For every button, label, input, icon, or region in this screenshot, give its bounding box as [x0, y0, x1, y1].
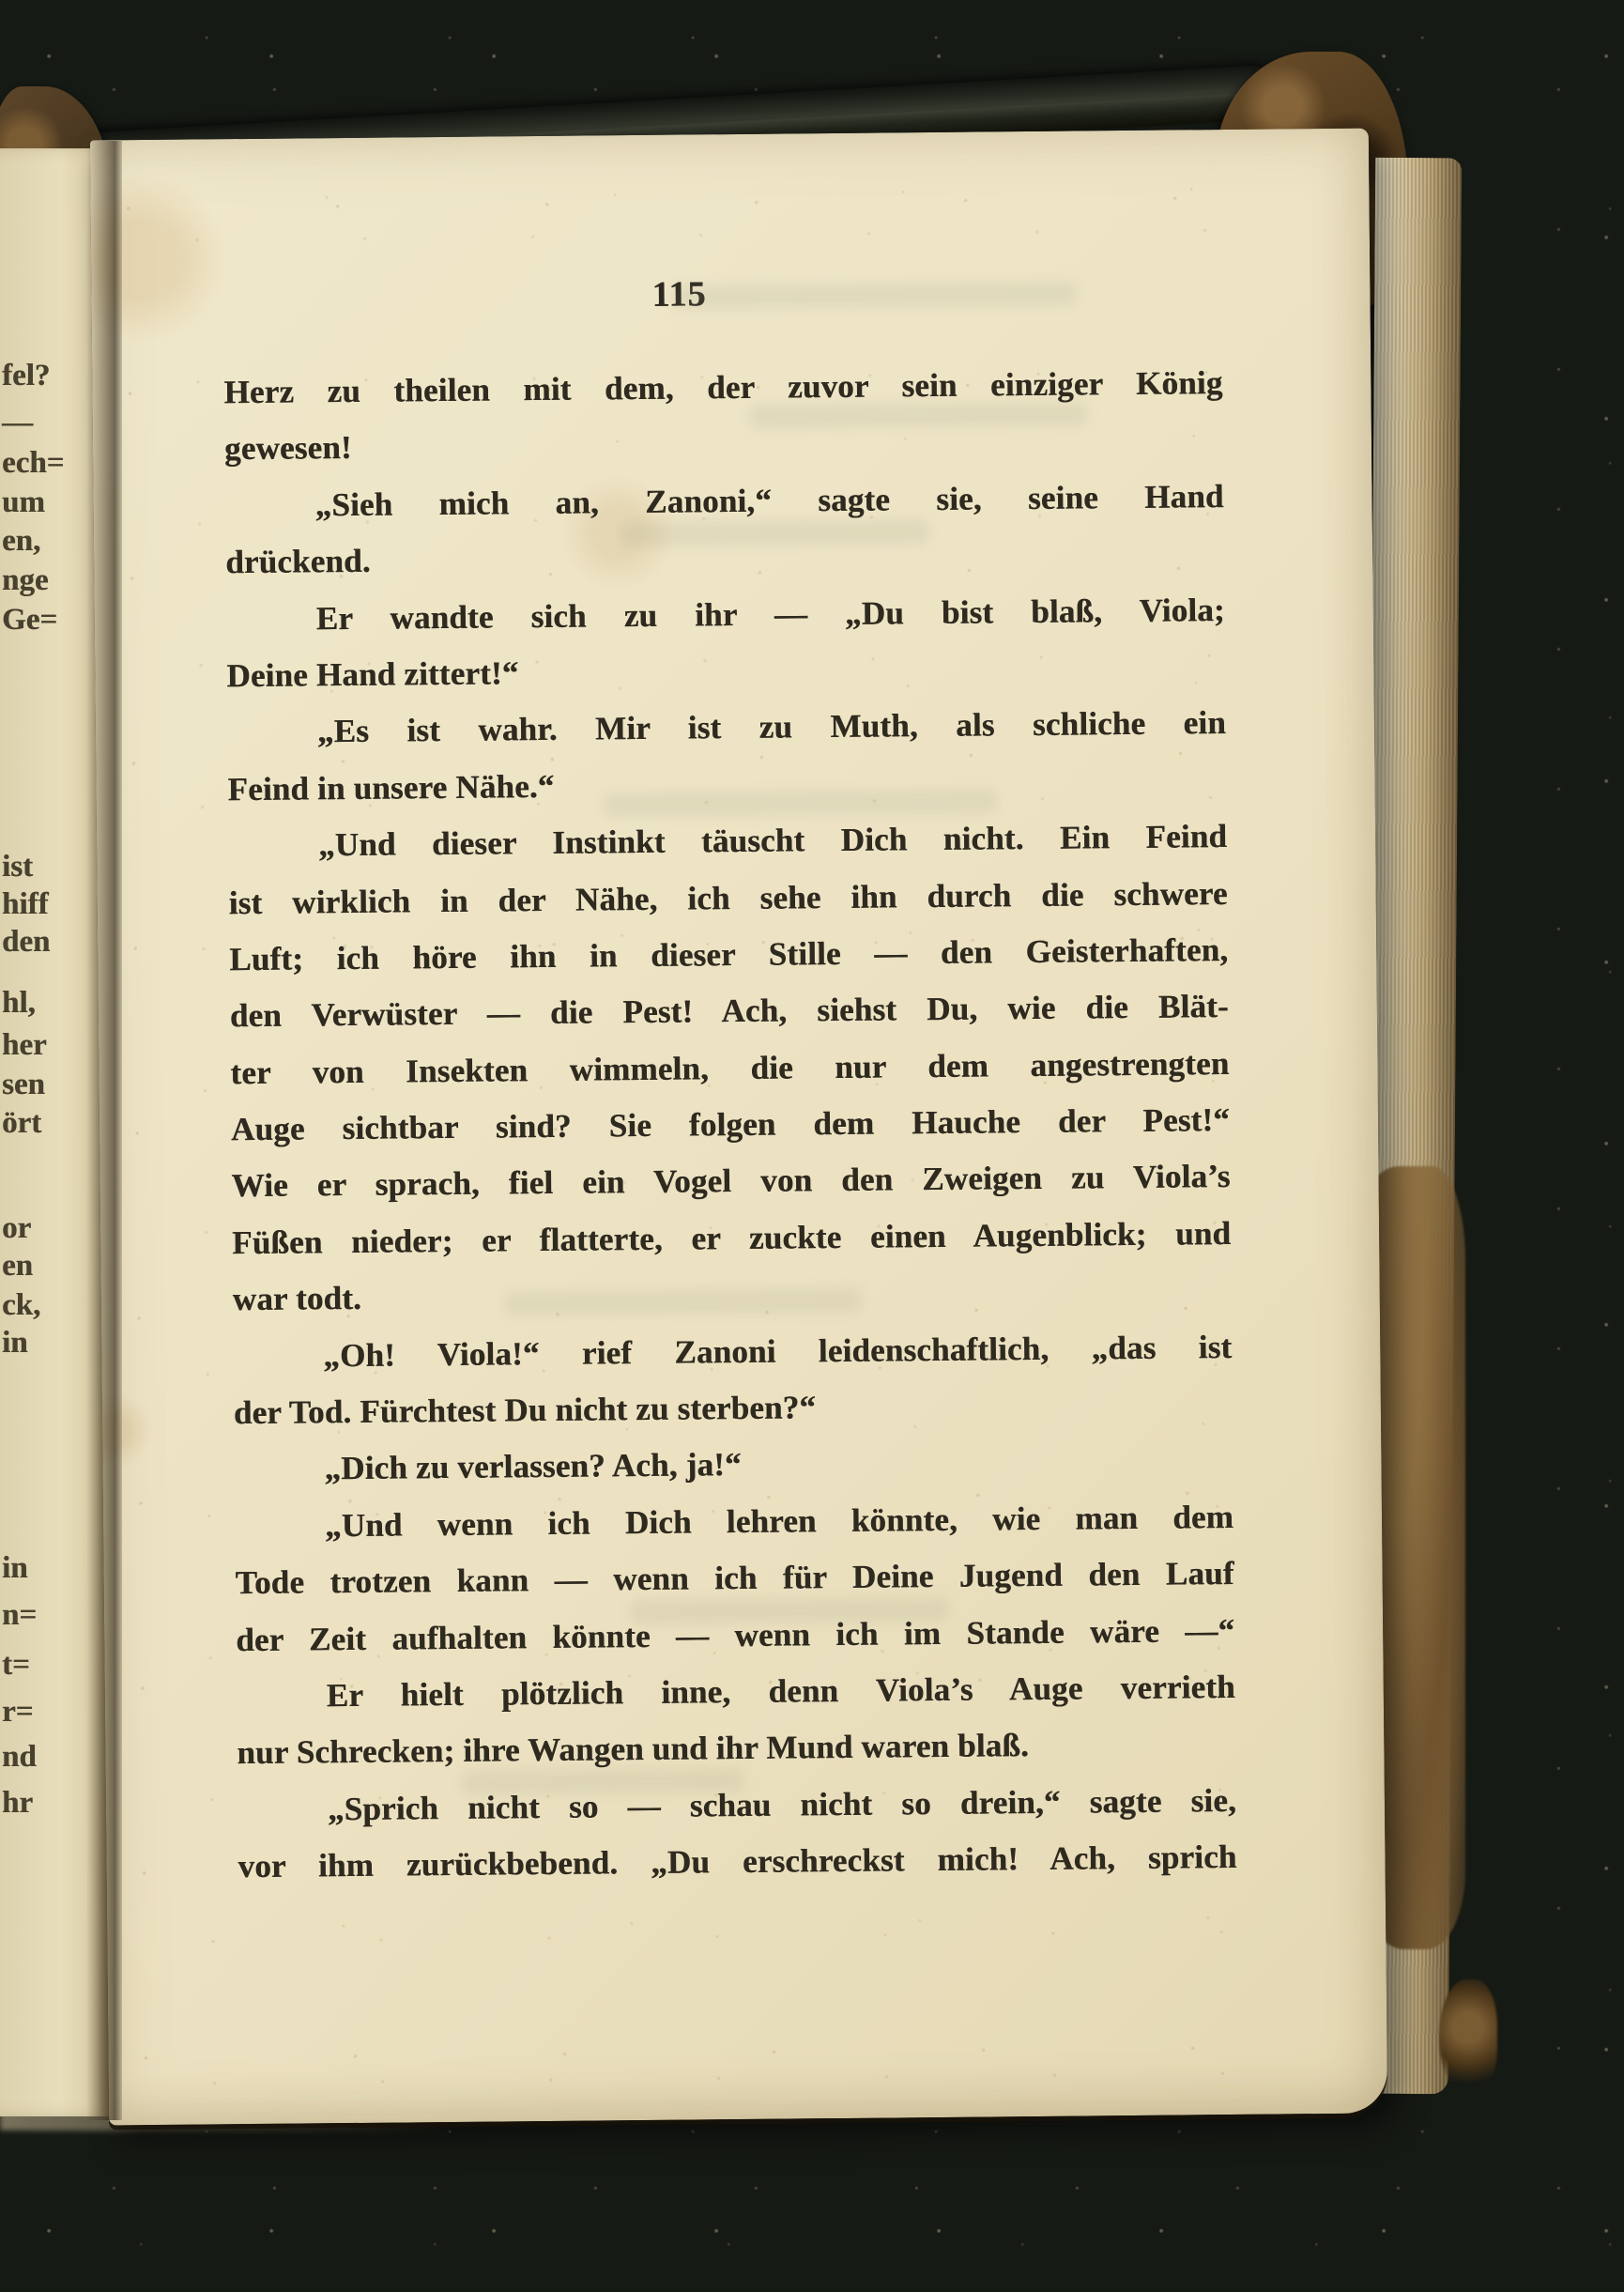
- edge-text-fragment: in: [2, 1326, 28, 1360]
- edge-text-fragment: her: [2, 1028, 47, 1062]
- edge-text-fragment: um: [2, 485, 45, 519]
- fore-edge-damage-lower: [1439, 1979, 1497, 2100]
- text-line: Feind in unsere Nähe.“: [227, 767, 555, 808]
- text-line: drückend.: [225, 542, 371, 581]
- edge-text-fragment: —: [2, 406, 33, 439]
- text-line: Er hielt plötzlich inne, denn Viola’s Auge verrieth: [326, 1668, 1235, 1715]
- text-line: Füßen nieder; er flatterte, er zuckte einen Augenblick; und: [231, 1214, 1232, 1262]
- text-line: den Verwüster — die Pest! Ach, siehst Du, wie die Blät-: [229, 988, 1229, 1035]
- text-line: Er wandte sich zu ihr — „Du bist blaß, Viola;: [315, 591, 1225, 637]
- edge-text-fragment: nd: [2, 1740, 37, 1774]
- text-line: „Sieh mich an, Zanoni,“ sagte sie, seine Hand: [314, 477, 1224, 524]
- edge-text-fragment: en: [2, 1249, 33, 1283]
- text-line: Wie er sprach, fiel ein Vogel von den Zweigen zu Viola’s: [231, 1158, 1231, 1205]
- text-line: ter von Insekten wimmeln, die nur dem angestrengten: [230, 1044, 1230, 1091]
- text-line: der Zeit aufhalten könnte — wenn ich im Stande wäre —“: [236, 1611, 1235, 1658]
- text-line: „Oh! Viola!“ rief Zanoni leidenschaftlich, „das ist: [323, 1328, 1233, 1374]
- text-line: der Tod. Fürchtest Du nicht zu sterben?“: [233, 1389, 817, 1432]
- text-line: war todt.: [232, 1280, 362, 1318]
- edge-text-fragment: nge: [2, 563, 49, 597]
- text-line: Auge sichtbar sind? Sie folgen dem Hauche der Pest!“: [230, 1101, 1231, 1148]
- text-line: vor ihm zurückbebend. „Du erschreckst mich! Ach, sprich: [237, 1838, 1237, 1885]
- edge-text-fragment: or: [2, 1211, 32, 1245]
- edge-text-fragment: ck,: [2, 1288, 41, 1322]
- edge-text-fragment: hl,: [2, 986, 36, 1020]
- text-line: „Es ist wahr. Mir ist zu Muth, als schliche ein: [316, 704, 1227, 750]
- edge-text-fragment: ört: [2, 1106, 42, 1140]
- edge-text-fragment: sen: [2, 1068, 45, 1101]
- page-number: 115: [651, 274, 707, 315]
- text-line: Herz zu theilen mit dem, der zuvor sein einziger König: [223, 364, 1223, 411]
- edge-text-fragment: r=: [2, 1695, 34, 1729]
- text-line: „Dich zu verlassen? Ach, ja!“: [324, 1446, 742, 1487]
- edge-text-fragment: Ge=: [2, 603, 58, 637]
- body-text: [223, 355, 1237, 1896]
- text-line: Luft; ich höre ihn in dieser Stille — den Geisterhaften,: [229, 931, 1229, 978]
- text-line: ist wirklich in der Nähe, ich sehe ihn durch die schwere: [228, 874, 1228, 921]
- text-line: nur Schrecken; ihre Wangen und ihr Mund waren blaß.: [237, 1727, 1030, 1772]
- text-line: „Sprich nicht so — schau nicht so drein,“ sagte sie,: [327, 1781, 1237, 1828]
- edge-text-fragment: ist: [2, 850, 33, 884]
- text-line: „Und dieser Instinkt täuscht Dich nicht. Ein Feind: [317, 818, 1228, 864]
- edge-text-fragment: hr: [2, 1786, 33, 1820]
- edge-text-fragment: in: [2, 1551, 28, 1585]
- book-page: [90, 129, 1387, 2126]
- edge-text-fragment: n=: [2, 1598, 38, 1632]
- text-line: gewesen!: [223, 429, 352, 468]
- edge-text-fragment: en,: [2, 524, 41, 558]
- edge-text-fragment: fel?: [2, 359, 51, 392]
- edge-text-fragment: den: [2, 925, 51, 959]
- text-line: Tode trotzen kann — wenn ich für Deine Jugend den Lauf: [235, 1555, 1234, 1602]
- edge-text-fragment: hiff: [2, 887, 49, 921]
- edge-text-fragment: ech=: [2, 446, 65, 480]
- text-line: „Und wenn ich Dich lehren könnte, wie man dem: [324, 1498, 1234, 1545]
- text-line: Deine Hand zittert!“: [226, 654, 519, 695]
- edge-text-fragment: t=: [2, 1648, 30, 1682]
